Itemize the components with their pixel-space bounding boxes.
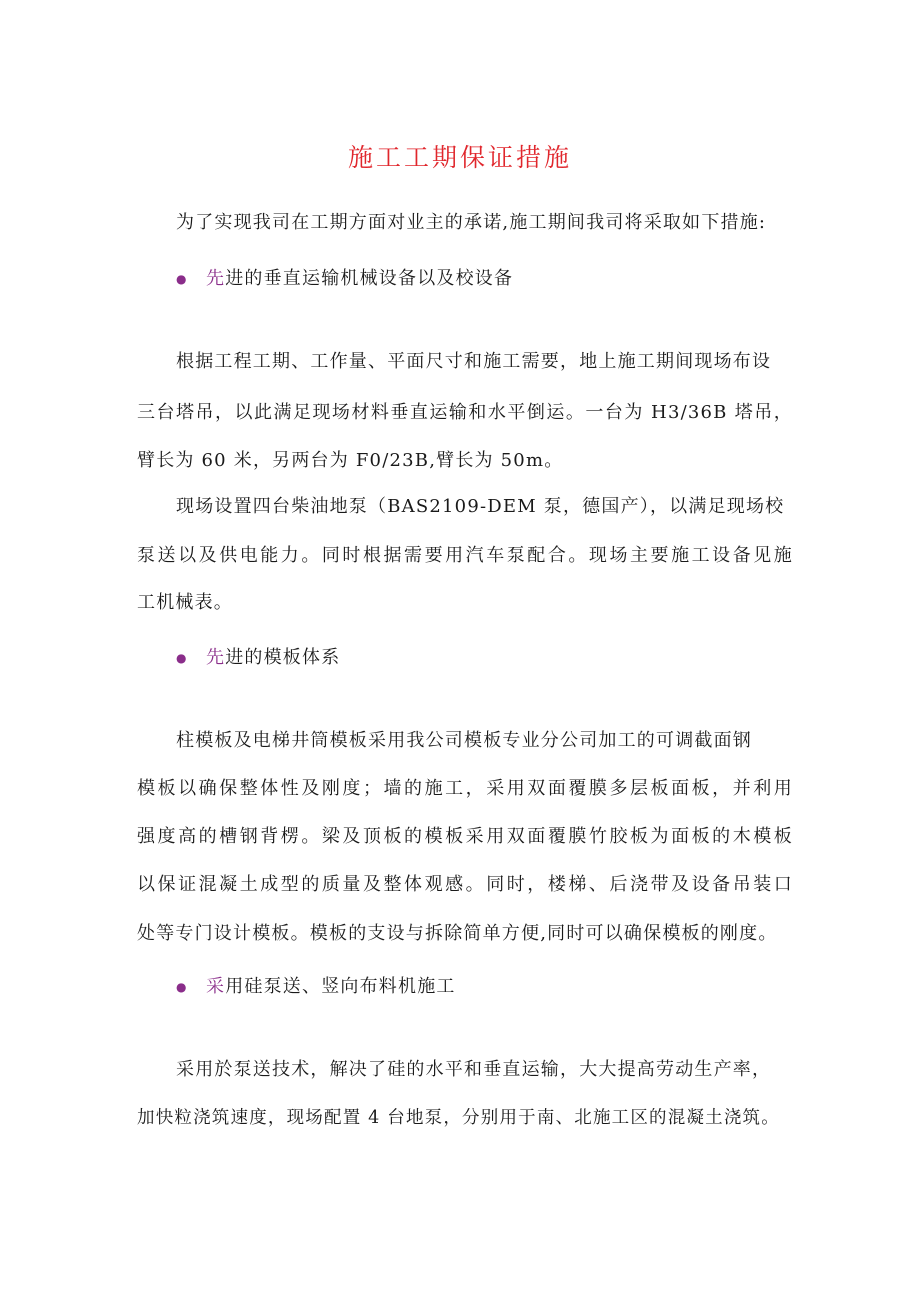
heading-text: 进的垂直运输机械设备以及校设备	[225, 268, 514, 289]
paragraph-line: 泵送以及供电能力。同时根据需要用汽车泵配合。现场主要施工设备见施	[137, 545, 793, 566]
heading-first-char: 先	[206, 268, 226, 289]
paragraph-line: 采用於泵送技术，解决了硅的水平和垂直运输，大大提高劳动生产率，	[176, 1059, 772, 1080]
bullet-dot-icon: ●	[176, 272, 188, 286]
section-heading-formwork	[176, 645, 340, 671]
section-heading-equipment	[176, 266, 513, 292]
paragraph-line: 根据工程工期、工作量、平面尺寸和施工需要，地上施工期间现场布设	[176, 351, 772, 372]
heading-text: 进的模板体系	[225, 647, 341, 668]
paragraph-line: 柱模板及电梯井筒模板采用我公司模板专业分公司加工的可调截面钢	[176, 730, 752, 751]
heading-text: 用硅泵送、竖向布料机施工	[225, 976, 456, 997]
paragraph-line: 以保证混凝土成型的质量及整体观感。同时，楼梯、后浇带及设备吊装口	[137, 874, 793, 895]
paragraph-line: 加快粒浇筑速度，现场配置 4 台地泵，分别用于南、北施工区的混凝土浇筑。	[137, 1108, 780, 1128]
paragraph-line: 工机械表。	[137, 592, 233, 613]
paragraph-line: 三台塔吊，以此满足现场材料垂直运输和水平倒运。一台为 H3/36B 塔吊，	[137, 402, 793, 423]
paragraph-line: 强度高的槽钢背楞。梁及顶板的模板采用双面覆膜竹胶板为面板的木模板	[137, 826, 793, 847]
bullet-dot-icon: ●	[176, 980, 188, 994]
bullet-dot-icon: ●	[176, 651, 188, 665]
paragraph-line: 处等专门设计模板。模板的支设与拆除简单方便,同时可以确保模板的刚度。	[137, 923, 778, 944]
heading-first-char: 先	[206, 647, 226, 668]
document-title: 施工工期保证措施	[347, 143, 572, 172]
intro-paragraph: 为了实现我司在工期方面对业主的承诺,施工期间我司将采取如下措施:	[176, 212, 767, 233]
paragraph-line: 臂长为 60 米，另两台为 F0/23B,臂长为 50m。	[137, 450, 564, 471]
paragraph-line: 模板以确保整体性及刚度；墙的施工，采用双面覆膜多层板面板，并利用	[137, 778, 793, 799]
paragraph-line: 现场设置四台柴油地泵（BAS2109-DEM 泵，德国产），以满足现场校	[176, 496, 785, 517]
heading-first-char: 采	[206, 976, 226, 997]
section-heading-pumping	[176, 974, 456, 1000]
